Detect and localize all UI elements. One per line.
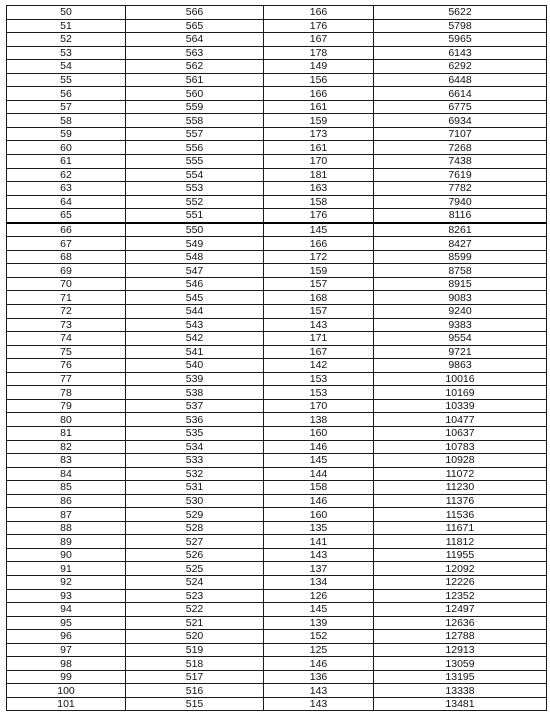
cell-score: 532 (126, 467, 264, 481)
cell-score: 563 (126, 46, 264, 60)
cell-score: 524 (126, 575, 264, 589)
cell-score: 531 (126, 481, 264, 495)
cell-count: 126 (264, 589, 374, 603)
cell-count: 166 (264, 87, 374, 101)
cell-count: 167 (264, 345, 374, 359)
cell-cumulative: 5965 (374, 33, 547, 47)
cell-score: 520 (126, 630, 264, 644)
table-row (7, 589, 547, 603)
cell-cumulative: 12352 (374, 589, 547, 603)
cell-rank: 95 (7, 616, 126, 630)
cell-rank: 94 (7, 603, 126, 617)
table-row (7, 386, 547, 400)
cell-count: 178 (264, 46, 374, 60)
cell-score: 536 (126, 413, 264, 427)
table-row (7, 670, 547, 684)
cell-count: 143 (264, 684, 374, 698)
cell-cumulative: 6292 (374, 60, 547, 74)
table-row (7, 195, 547, 209)
cell-rank: 60 (7, 141, 126, 155)
cell-score: 534 (126, 440, 264, 454)
cell-rank: 101 (7, 697, 126, 711)
table-row (7, 250, 547, 264)
cell-score: 529 (126, 508, 264, 522)
cell-score: 518 (126, 657, 264, 671)
table-row (7, 657, 547, 671)
cell-rank: 86 (7, 494, 126, 508)
cell-score: 540 (126, 359, 264, 373)
cell-score: 555 (126, 155, 264, 169)
cell-score: 560 (126, 87, 264, 101)
cell-score: 521 (126, 616, 264, 630)
cell-rank: 90 (7, 548, 126, 562)
table-row (7, 372, 547, 386)
cell-cumulative: 10783 (374, 440, 547, 454)
table-row (7, 521, 547, 535)
cell-score: 526 (126, 548, 264, 562)
table-row (7, 114, 547, 128)
cell-count: 145 (264, 454, 374, 468)
cell-score: 554 (126, 168, 264, 182)
cell-rank: 89 (7, 535, 126, 549)
cell-rank: 88 (7, 521, 126, 535)
table-row (7, 603, 547, 617)
cell-count: 159 (264, 264, 374, 278)
table-row (7, 127, 547, 141)
cell-rank: 75 (7, 345, 126, 359)
cell-rank: 93 (7, 589, 126, 603)
cell-cumulative: 8427 (374, 237, 547, 251)
cell-score: 545 (126, 291, 264, 305)
cell-cumulative: 8116 (374, 209, 547, 223)
table-row (7, 616, 547, 630)
cell-count: 152 (264, 630, 374, 644)
cell-cumulative: 8599 (374, 250, 547, 264)
cell-cumulative: 9863 (374, 359, 547, 373)
cell-cumulative: 6934 (374, 114, 547, 128)
cell-cumulative: 6775 (374, 100, 547, 114)
cell-count: 158 (264, 195, 374, 209)
cell-count: 171 (264, 332, 374, 346)
cell-score: 542 (126, 332, 264, 346)
table-row (7, 73, 547, 87)
cell-count: 143 (264, 697, 374, 711)
table-row (7, 6, 547, 20)
cell-score: 558 (126, 114, 264, 128)
cell-cumulative: 13481 (374, 697, 547, 711)
cell-count: 160 (264, 426, 374, 440)
table-row (7, 440, 547, 454)
cell-count: 166 (264, 237, 374, 251)
cell-cumulative: 7940 (374, 195, 547, 209)
cell-count: 125 (264, 643, 374, 657)
cell-rank: 54 (7, 60, 126, 74)
cell-rank: 97 (7, 643, 126, 657)
cell-score: 530 (126, 494, 264, 508)
cell-score: 527 (126, 535, 264, 549)
table-row (7, 33, 547, 47)
cell-rank: 96 (7, 630, 126, 644)
cell-rank: 81 (7, 426, 126, 440)
cell-count: 157 (264, 305, 374, 319)
table-row (7, 399, 547, 413)
cell-score: 516 (126, 684, 264, 698)
cell-rank: 74 (7, 332, 126, 346)
cell-score: 547 (126, 264, 264, 278)
cell-count: 145 (264, 603, 374, 617)
cell-cumulative: 11812 (374, 535, 547, 549)
cell-rank: 83 (7, 454, 126, 468)
table-row (7, 141, 547, 155)
cell-count: 176 (264, 19, 374, 33)
cell-rank: 59 (7, 127, 126, 141)
cell-count: 146 (264, 440, 374, 454)
cell-score: 528 (126, 521, 264, 535)
table-row (7, 60, 547, 74)
cell-score: 517 (126, 670, 264, 684)
cell-count: 153 (264, 372, 374, 386)
cell-cumulative: 6143 (374, 46, 547, 60)
cell-count: 153 (264, 386, 374, 400)
cell-cumulative: 12913 (374, 643, 547, 657)
cell-rank: 50 (7, 6, 126, 20)
table-body (7, 6, 547, 711)
cell-rank: 53 (7, 46, 126, 60)
table-row (7, 318, 547, 332)
cell-count: 136 (264, 670, 374, 684)
cell-count: 145 (264, 223, 374, 237)
cell-rank: 63 (7, 182, 126, 196)
cell-count: 134 (264, 575, 374, 589)
cell-count: 166 (264, 6, 374, 20)
cell-cumulative: 10637 (374, 426, 547, 440)
table-row (7, 359, 547, 373)
table-row (7, 168, 547, 182)
cell-rank: 73 (7, 318, 126, 332)
cell-rank: 84 (7, 467, 126, 481)
cell-rank: 51 (7, 19, 126, 33)
cell-rank: 61 (7, 155, 126, 169)
cell-rank: 98 (7, 657, 126, 671)
cell-rank: 77 (7, 372, 126, 386)
cell-cumulative: 12092 (374, 562, 547, 576)
cell-count: 176 (264, 209, 374, 223)
cell-count: 138 (264, 413, 374, 427)
table-row (7, 508, 547, 522)
cell-cumulative: 10477 (374, 413, 547, 427)
cell-rank: 76 (7, 359, 126, 373)
cell-score: 515 (126, 697, 264, 711)
cell-cumulative: 7438 (374, 155, 547, 169)
cell-cumulative: 8261 (374, 223, 547, 237)
cell-score: 565 (126, 19, 264, 33)
cell-cumulative: 10016 (374, 372, 547, 386)
cell-rank: 85 (7, 481, 126, 495)
cell-cumulative: 11955 (374, 548, 547, 562)
cell-cumulative: 8915 (374, 277, 547, 291)
cell-cumulative: 5622 (374, 6, 547, 20)
cell-cumulative: 6448 (374, 73, 547, 87)
cell-rank: 67 (7, 237, 126, 251)
table-row (7, 19, 547, 33)
table-row (7, 684, 547, 698)
cell-count: 161 (264, 100, 374, 114)
cell-score: 539 (126, 372, 264, 386)
cell-cumulative: 11072 (374, 467, 547, 481)
table-row (7, 630, 547, 644)
cell-cumulative: 7619 (374, 168, 547, 182)
table-row (7, 155, 547, 169)
table-row (7, 305, 547, 319)
cell-count: 149 (264, 60, 374, 74)
cell-cumulative: 11536 (374, 508, 547, 522)
cell-rank: 68 (7, 250, 126, 264)
cell-rank: 66 (7, 223, 126, 237)
cell-score: 556 (126, 141, 264, 155)
cell-score: 551 (126, 209, 264, 223)
cell-cumulative: 8758 (374, 264, 547, 278)
cell-score: 525 (126, 562, 264, 576)
cell-score: 541 (126, 345, 264, 359)
cell-count: 167 (264, 33, 374, 47)
cell-rank: 80 (7, 413, 126, 427)
cell-rank: 91 (7, 562, 126, 576)
cell-cumulative: 6614 (374, 87, 547, 101)
cell-cumulative: 11376 (374, 494, 547, 508)
cell-count: 156 (264, 73, 374, 87)
cell-rank: 82 (7, 440, 126, 454)
cell-cumulative: 5798 (374, 19, 547, 33)
cell-rank: 65 (7, 209, 126, 223)
cell-count: 170 (264, 399, 374, 413)
cell-rank: 72 (7, 305, 126, 319)
cell-count: 158 (264, 481, 374, 495)
cell-count: 144 (264, 467, 374, 481)
table-row (7, 467, 547, 481)
cell-cumulative: 12788 (374, 630, 547, 644)
table-row (7, 548, 547, 562)
cell-cumulative: 10339 (374, 399, 547, 413)
cell-rank: 70 (7, 277, 126, 291)
cell-rank: 52 (7, 33, 126, 47)
cell-count: 146 (264, 657, 374, 671)
cell-rank: 99 (7, 670, 126, 684)
cell-count: 137 (264, 562, 374, 576)
cell-rank: 92 (7, 575, 126, 589)
cell-cumulative: 11671 (374, 521, 547, 535)
table-row (7, 223, 547, 237)
cell-score: 523 (126, 589, 264, 603)
cell-count: 141 (264, 535, 374, 549)
cell-score: 546 (126, 277, 264, 291)
cell-cumulative: 9554 (374, 332, 547, 346)
cell-cumulative: 13059 (374, 657, 547, 671)
cell-cumulative: 9240 (374, 305, 547, 319)
table-row (7, 46, 547, 60)
cell-cumulative: 9083 (374, 291, 547, 305)
cell-rank: 100 (7, 684, 126, 698)
cell-score: 519 (126, 643, 264, 657)
table-row (7, 697, 547, 711)
cell-count: 143 (264, 548, 374, 562)
cell-rank: 69 (7, 264, 126, 278)
cell-count: 159 (264, 114, 374, 128)
table-row (7, 345, 547, 359)
table-row (7, 100, 547, 114)
cell-score: 549 (126, 237, 264, 251)
cell-count: 160 (264, 508, 374, 522)
cell-rank: 56 (7, 87, 126, 101)
table-row (7, 454, 547, 468)
cell-count: 139 (264, 616, 374, 630)
table-row (7, 643, 547, 657)
cell-count: 161 (264, 141, 374, 155)
cell-cumulative: 12497 (374, 603, 547, 617)
cell-cumulative: 13338 (374, 684, 547, 698)
cell-score: 552 (126, 195, 264, 209)
cell-score: 566 (126, 6, 264, 20)
cell-rank: 55 (7, 73, 126, 87)
cell-rank: 87 (7, 508, 126, 522)
table-row (7, 264, 547, 278)
cell-score: 561 (126, 73, 264, 87)
table-row (7, 562, 547, 576)
cell-rank: 78 (7, 386, 126, 400)
cell-cumulative: 9383 (374, 318, 547, 332)
cell-cumulative: 12636 (374, 616, 547, 630)
cell-score: 543 (126, 318, 264, 332)
cell-score: 533 (126, 454, 264, 468)
cell-count: 135 (264, 521, 374, 535)
table-row (7, 535, 547, 549)
cell-count: 168 (264, 291, 374, 305)
cell-score: 564 (126, 33, 264, 47)
cell-rank: 71 (7, 291, 126, 305)
cell-count: 143 (264, 318, 374, 332)
cell-score: 562 (126, 60, 264, 74)
cell-count: 157 (264, 277, 374, 291)
cell-score: 535 (126, 426, 264, 440)
cell-count: 173 (264, 127, 374, 141)
cell-count: 172 (264, 250, 374, 264)
table-row (7, 182, 547, 196)
table-row (7, 291, 547, 305)
cell-cumulative: 9721 (374, 345, 547, 359)
cell-score: 559 (126, 100, 264, 114)
table-row (7, 87, 547, 101)
cell-rank: 57 (7, 100, 126, 114)
cell-score: 522 (126, 603, 264, 617)
cell-score: 548 (126, 250, 264, 264)
cell-score: 550 (126, 223, 264, 237)
score-distribution-table (6, 5, 547, 711)
table-row (7, 332, 547, 346)
cell-cumulative: 13195 (374, 670, 547, 684)
cell-score: 553 (126, 182, 264, 196)
cell-count: 181 (264, 168, 374, 182)
table-row (7, 277, 547, 291)
table-row (7, 237, 547, 251)
cell-rank: 62 (7, 168, 126, 182)
cell-count: 170 (264, 155, 374, 169)
cell-rank: 64 (7, 195, 126, 209)
cell-cumulative: 10928 (374, 454, 547, 468)
cell-count: 163 (264, 182, 374, 196)
cell-cumulative: 7782 (374, 182, 547, 196)
cell-score: 537 (126, 399, 264, 413)
cell-cumulative: 11230 (374, 481, 547, 495)
cell-cumulative: 10169 (374, 386, 547, 400)
table-row (7, 426, 547, 440)
table-row (7, 209, 547, 223)
cell-score: 538 (126, 386, 264, 400)
table-row (7, 481, 547, 495)
cell-cumulative: 7107 (374, 127, 547, 141)
table-row (7, 494, 547, 508)
cell-count: 142 (264, 359, 374, 373)
cell-count: 146 (264, 494, 374, 508)
cell-cumulative: 12226 (374, 575, 547, 589)
cell-score: 544 (126, 305, 264, 319)
cell-cumulative: 7268 (374, 141, 547, 155)
table-row (7, 575, 547, 589)
cell-rank: 58 (7, 114, 126, 128)
table-row (7, 413, 547, 427)
cell-score: 557 (126, 127, 264, 141)
cell-rank: 79 (7, 399, 126, 413)
